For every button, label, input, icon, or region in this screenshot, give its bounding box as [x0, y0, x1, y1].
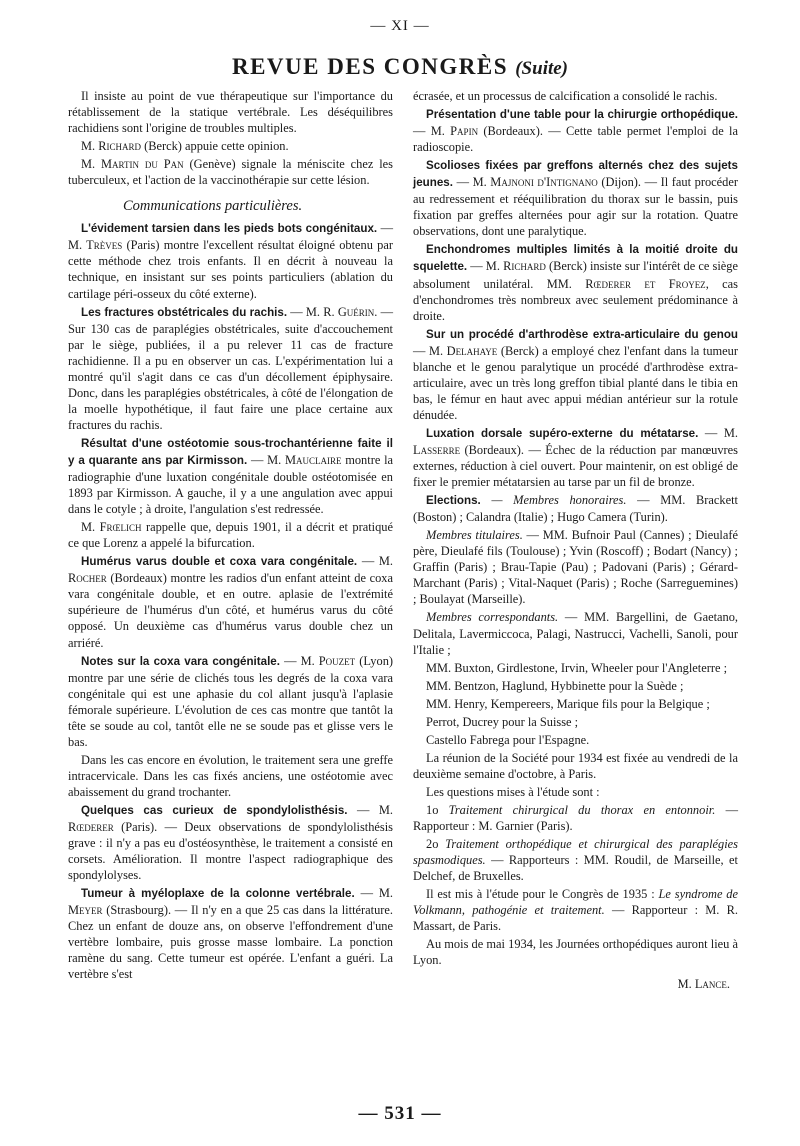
paragraph: Il est mis à l'étude pour le Congrès de 1935 : Le syndrome de Volkmann, pathogénie et traitement. — Rapporteur : M. R. Massart, de Paris.	[413, 887, 739, 934]
title-text: REVUE DES CONGRÈS	[231, 54, 508, 79]
communication-item: Les fractures obstétricales du rachis. — M. R. Guérin. — Sur 130 cas de paraplégies obstétricales, suite d'accouchement par le siège, publiées, il a pu relever 11 cas de fracture rachidienne. Il a pu en observer un cas. L'expérimentation lui a montré qu'il s'agit dans ce cas d'un décollement épiphysaire. Donc, dans les paraplégies obstétricales, à côté de l'élongation de la moelle hypothétique, il faut faire une place certaine aux fractures du rachis.	[68, 304, 393, 432]
communication-item: Quelques cas curieux de spondylolisthésis. — M. Rœderer (Paris). — Deux observations de spondylolisthésis grave : il n'y a pas eu d'ostéosynthèse, le traitement a consisté en corsets. Amélioration. Il montre l'aspect radiographique des spondylolyses.	[68, 802, 393, 883]
title-suite: (Suite)	[515, 58, 569, 79]
paragraph: M. Frœlich rappelle que, depuis 1901, il a décrit et pratiqué ce que Lorenz a appelé la bifurcation.	[68, 520, 393, 551]
paragraph: Il insiste au point de vue thérapeutique sur l'importance du rétablissement de la statique vertébrale. Les déséquilibres rachidiens sont l'origine de troubles multiples.	[68, 89, 393, 136]
paragraph: Dans les cas encore en évolution, le traitement sera une greffe intracervicale. Dans les cas fixés anciens, une ostéotomie avec abaissement du grand trochanter.	[68, 752, 393, 799]
communication-item: Luxation dorsale supéro-externe du métatarse. — M. Lasserre (Bordeaux). — Échec de la réduction par manœuvres externes, réduction à ciel ouvert. Pour maintenir, on est obligé de fixer le premier métatarsien au tarse par un fil de bronze.	[413, 425, 739, 490]
paragraph: M. Richard (Berck) appuie cette opinion.	[81, 139, 289, 154]
communication-item: Tumeur à myéloplaxe de la colonne vertébrale. — M. Meyer (Strasbourg). — Il n'y en a que 25 cas dans la littérature. Chez un enfant de douze ans, on observe l'effondrement d'une vertèbre lombaire, puis grosse masse lombaire. La ponction ramène du sang. Cette tumeur est opérée. L'enfant a guéri. La vertèbre s'est	[68, 886, 394, 982]
communication-item: Présentation d'une table pour la chirurgie orthopédique. — M. Papin (Bordeaux). — Cette table permet l'emploi de la radioscopie.	[413, 108, 738, 155]
communication-item: L'évidement tarsien dans les pieds bots congénitaux. — M. Trèves (Paris) montre l'excellent résultat éloigné obtenu par cette méthode chez trois enfants. Il en décrit à nouveau la technique, en insistant sur ses points particuliers (ablation du cartilage péri-osseux du côté externe).	[68, 221, 393, 301]
paragraph: Membres correspondants. — MM. Bargellini, de Gaetano, Delitala, Lavermiccoca, Palagi, Nastrucci, Vachelli, Sanoli, pour l'Italie ;	[413, 610, 738, 657]
question-item: 2o Traitement orthopédique et chirurgical des paraplégies spasmodiques. — Rapporteurs : MM. Roudil, de Marseille, et Delchef, de Bruxelles.	[413, 837, 738, 884]
paragraph: Perrot, Ducrey pour la Suisse ;	[426, 714, 579, 729]
right-column	[413, 88, 738, 992]
elections-item: Elections. — Membres honoraires. — MM. Brackett (Boston) ; Calandra (Italie) ; Hugo Camera (Turin).	[413, 493, 738, 525]
question-item: 1o Traitement chirurgical du thorax en entonnoir. — Rapporteur : M. Garnier (Paris).	[413, 802, 738, 834]
left-column	[68, 88, 393, 984]
page-number: — 531 —	[358, 1103, 442, 1124]
communication-item: Humérus varus double et coxa vara congénitale. — M. Rocher (Bordeaux) montre les radios d'un enfant atteint de coxa vara congénitale double, et en outre. aplasie de l'extrémité supérieure de l'humérus d'un côté, et humérus varus du côté opposé. Un deuxième cas d'humérus varus double chez un arriéré.	[68, 554, 394, 650]
communication-item: Scolioses fixées par greffons alternés chez des sujets jeunes. — M. Majnoni d'Intignano (Dijon). — Il faut procéder au redressement et rééquilibration du thorax sur le bassin, puis fixation par greffes alternées pour agir sur la rotation. Quatre observations, dont une paralytique.	[413, 159, 739, 239]
page-title	[0, 54, 800, 80]
communication-item: Enchondromes multiples limités à la moitié droite du squelette. — M. Richard (Berck) insiste sur l'intérêt de ce siège absolument unilatéral. MM. Rœderer et Froyez, cas d'enchondromes très nombreux avec seulement prédominance à droite.	[413, 243, 738, 323]
paragraph: Au mois de mai 1934, les Journées orthopédiques auront lieu à Lyon.	[413, 937, 738, 968]
communication-item: Résultat d'une ostéotomie sous-trochantérienne faite il y a quarante ans par Kirmisson. — M. Mauclaire montre la radiographie d'une luxation congénitale double ostéotomisée en 1893 par Kirmisson. A gauche, il y a une angulation avec appui dans le cotyle ; à droite, l'angulation s'est redressée.	[68, 436, 394, 517]
paragraph: MM. Bentzon, Haglund, Hybbinette pour la Suède ;	[426, 678, 684, 693]
paragraph: MM. Henry, Kempereers, Marique fils pour la Belgique ;	[426, 696, 710, 711]
section-heading: Communications particulières.	[123, 198, 303, 215]
author-signature: M. Lance.	[677, 977, 730, 992]
paragraph: écrasée, et un processus de calcification a consolidé le rachis.	[413, 89, 718, 103]
paragraph: MM. Buxton, Girdlestone, Irvin, Wheeler pour l'Angleterre ;	[426, 660, 728, 675]
paragraph: M. Martin du Pan (Genève) signale la méniscite chez les tuberculeux, et l'action de la vaccinothérapie sur cette lésion.	[68, 157, 393, 188]
communication-item: Sur un procédé d'arthrodèse extra-articulaire du genou — M. Delahaye (Berck) a employé chez l'enfant dans la tumeur blanche et le genou paralytique un procédé d'arthrodèse extra-articulaire, avec un très long greffon tibial planté dans le tibia en bas, le fémur en haut avec appui médian antérieur sur la rotule dénudée.	[413, 327, 738, 422]
paragraph: Membres titulaires. — MM. Bufnoir Paul (Cannes) ; Dieulafé père, Dieulafé fils (Toulouse) ; Yvin (Roscoff) ; Bodart (Nancy) ; Graffin (Paris) ; Brau-Tapie (Pau) ; Padovani (Paris) ; Gérard-Marchant (Paris) ; Vital-Naquet (Paris) ; Roche (Sarreguemines) ; Boulayat (Marseille).	[413, 528, 738, 607]
paragraph: La réunion de la Société pour 1934 est fixée au vendredi de la deuxième semaine d'octobre, à Paris.	[413, 750, 738, 781]
paragraph: Castello Fabrega pour l'Espagne.	[426, 732, 590, 747]
paragraph: Les questions mises à l'étude sont :	[426, 784, 600, 799]
page-number-roman: — XI —	[370, 18, 430, 34]
communication-item: Notes sur la coxa vara congénitale. — M. Pouzet (Lyon) montre par une série de clichés tous les degrés de la coxa vara congénitale qui est une aphasie du col allant jusqu'à l'aplasie fémorale supérieure. L'évolution de ces cas montre que tantôt la tête se soude au col, tantôt elle ne se soude pas et glisse vers le bas.	[68, 653, 394, 749]
